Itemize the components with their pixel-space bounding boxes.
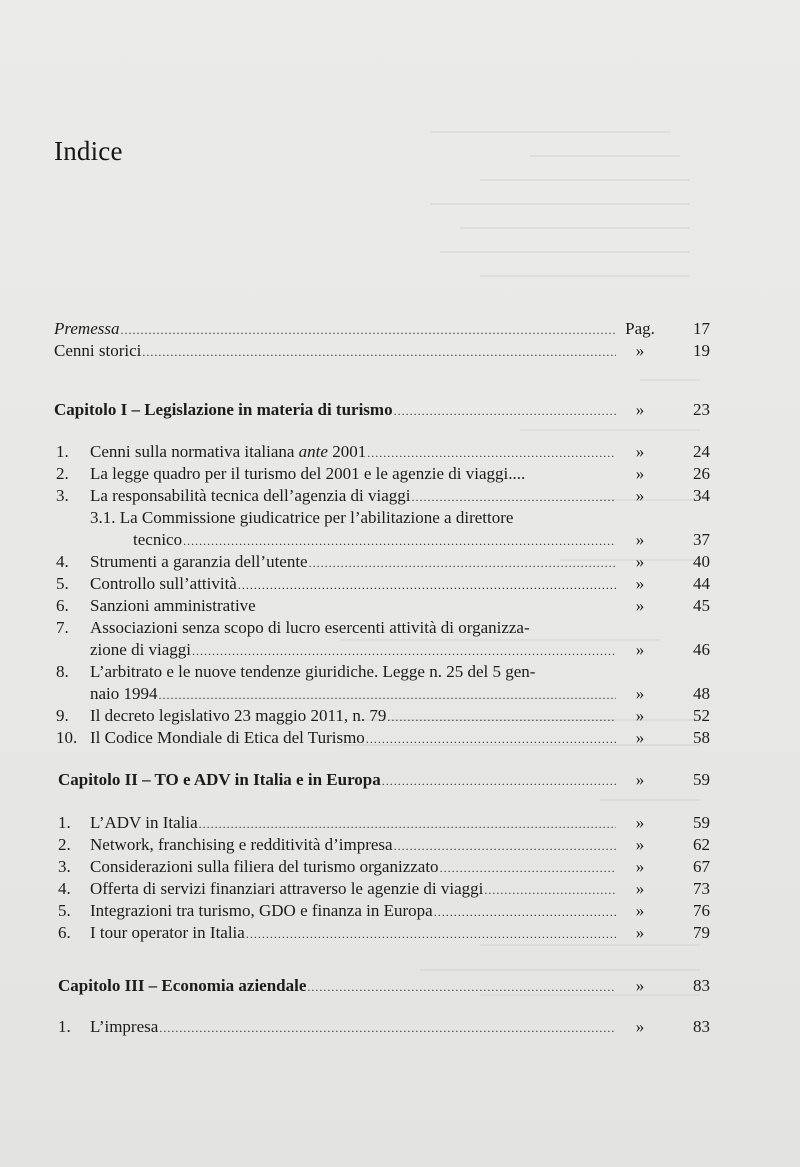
toc-entry-2-2[interactable] [54,834,710,856]
chapter-title: Capitolo I – Legislazione in materia di turismo [54,400,393,419]
toc-entry-2-1[interactable] [54,812,710,834]
toc-entry-label: L’ADV in Italia [90,813,198,832]
page-number: 62 [693,835,710,854]
page-number: 73 [693,879,710,898]
page-number: 48 [693,684,710,703]
toc-entry-label: Network, franchising e redditività d’impresa [90,835,393,854]
leader-dots [366,728,616,750]
page-marker: » [635,552,645,571]
leader-dots [434,901,616,923]
leader-dots [387,706,616,728]
page-marker: » [635,835,645,854]
toc-entry-label: Strumenti a garanzia dell’utente [90,552,308,571]
leader-dots [382,770,616,792]
section-number: 1. [56,442,69,461]
page-number: 37 [693,530,710,549]
toc-entry-2-5[interactable] [54,900,710,922]
page-marker: » [635,596,645,615]
toc-entry-1-9[interactable] [54,705,710,727]
toc-entry-3-1[interactable] [54,1016,710,1038]
toc-entry-1-3[interactable] [54,485,710,507]
chapter-title: Capitolo III – Economia aziendale [58,976,307,995]
toc-entry-premessa[interactable] [54,318,710,340]
toc-entry-1-6[interactable] [54,595,710,617]
page-number: 34 [693,486,710,505]
section-number: 10. [56,728,78,747]
toc-entry-1-2[interactable] [54,463,710,485]
toc-entry-1-7[interactable] [54,639,710,661]
leader-dots [159,1017,616,1039]
section-number: 6. [58,923,71,942]
page-marker: » [635,923,645,942]
toc-entry-1-1[interactable] [54,441,710,463]
page-marker: » [635,341,645,360]
page-marker: » [635,684,645,703]
toc-chapter-1[interactable] [54,399,710,421]
leader-dots [309,552,616,574]
toc-entry-2-6[interactable] [54,922,710,944]
leader-dots [440,857,616,879]
toc-entry-label: Offerta di servizi finanziari attraverso le agenzie di viaggi [90,879,484,898]
toc-entry-1-3-1[interactable] [54,529,710,551]
toc-entry-2-3[interactable] [54,856,710,878]
toc-entry-1-10[interactable] [54,727,710,749]
section-number: 7. [56,618,69,637]
page-marker: » [635,879,645,898]
page-number: 67 [693,857,710,876]
toc-entry-label: Cenni sulla normativa italiana ante 2001 [90,442,367,461]
toc-entry-label: Integrazioni tra turismo, GDO e finanza in Europa [90,901,433,920]
page-number: 40 [693,552,710,571]
toc-chapter-3[interactable] [54,975,710,997]
page-marker: » [635,901,645,920]
toc-entry-label: Considerazioni sulla filiera del turismo organizzato [90,857,439,876]
index-title: Indice [54,136,123,167]
toc-entry-label: L’impresa [90,1017,159,1036]
toc-entry-label: Sanzioni amministrative [90,596,256,615]
page-marker: » [635,1017,645,1036]
page-number: 59 [693,813,710,832]
page-marker: » [635,770,645,789]
toc-entry-label: La legge quadro per il turismo del 2001 e le agenzie di viaggi.... [90,464,526,483]
section-number: 6. [56,596,69,615]
page-number: 83 [693,1017,710,1036]
page-number: 23 [693,400,710,419]
page-number: 58 [693,728,710,747]
page-number: 76 [693,901,710,920]
page-marker: » [635,640,645,659]
toc-entry-cenni-storici[interactable] [54,340,710,362]
page-marker: » [635,813,645,832]
section-number: 8. [56,662,69,681]
toc-entry-label: Il Codice Mondiale di Etica del Turismo [90,728,365,747]
page-number: 52 [693,706,710,725]
page-marker: » [635,706,645,725]
toc-entry-label: Cenni storici [54,341,142,360]
page-number: 83 [693,976,710,995]
toc-chapter-2[interactable] [54,769,710,791]
toc-entry-label: La responsabilità tecnica dell’agenzia di viaggi [90,486,411,505]
leader-dots [484,879,616,901]
section-number: 5. [56,574,69,593]
leader-dots [394,400,616,422]
leader-dots [412,486,616,508]
leader-dots [307,976,616,998]
leader-dots [159,684,616,706]
section-number: 5. [58,901,71,920]
page-number: 44 [693,574,710,593]
toc-entry-label: Controllo sull’attività [90,574,237,593]
page-marker: » [635,857,645,876]
page-number: 59 [693,770,710,789]
section-number: 9. [56,706,69,725]
toc-entry-1-5[interactable] [54,573,710,595]
toc-entry-label: naio 1994 [90,684,158,703]
page-marker: » [635,400,645,419]
leader-dots [183,530,616,552]
page-marker: » [635,486,645,505]
page-number: 79 [693,923,710,942]
toc-entry-label: Premessa [54,319,120,338]
page-number: 17 [693,319,710,338]
page-marker: » [635,728,645,747]
section-number: 1. [58,813,71,832]
page-marker: » [635,976,645,995]
page-marker: » [635,574,645,593]
chapter-title: Capitolo II – TO e ADV in Italia e in Europa [58,770,381,789]
toc-entry-label: Il decreto legislativo 23 maggio 2011, n. 79 [90,706,387,725]
toc-entry-2-4[interactable] [54,878,710,900]
page-marker: » [635,464,645,483]
section-number: 3. [58,857,71,876]
page-number: 45 [693,596,710,615]
page-marker: » [635,530,645,549]
toc-entry-label: I tour operator in Italia [90,923,245,942]
leader-dots [246,923,616,945]
section-number: 2. [58,835,71,854]
toc-entry-label: tecnico [133,530,183,549]
page-number: 46 [693,640,710,659]
page-marker: Pag. [625,319,655,338]
section-number: 4. [58,879,71,898]
section-number: 4. [56,552,69,571]
leader-dots [367,442,616,464]
page-number: 24 [693,442,710,461]
leader-dots [394,835,616,857]
toc-entry-1-4[interactable] [54,551,710,573]
toc-entry-1-8[interactable] [54,683,710,705]
toc-entry-1-3-1-line1: 3.1. La Commissione giudicatrice per l’abilitazione a direttore [90,508,514,527]
section-number: 2. [56,464,69,483]
section-number: 1. [58,1017,71,1036]
leader-dots [238,574,616,596]
leader-dots [199,813,616,835]
page-marker: » [635,442,645,461]
book-page: Indice Premessa ..... Pag. 17 Cenni storici ..... » 19 Capitolo I – Legislazione in materia di turismo ..... » 23 1. Cenni sulla normativa italiana ante 2001 ..... » 24 2. La legge quadro per il turismo del 2001 e le agenzie di viaggi.... » 26 3. La responsabilità tecnica dell’agenzia di viaggi ..... » 34 3.1. La Commissione giudicatrice per l’abilitazione a direttore tecnico ..... » 37 4. Strumenti a garanzia dell’utente ..... » 40 5. Controllo sull’attività ..... » 44 6. Sanzioni amministrative » 45 7. Associazioni senza scopo di lucro esercenti attività di organizza- zione di viaggi ..... » 46 8. L’arbitrato e le nuove tendenze giuridiche. Legge n. 25 del 5 gen- naio 1994 ..... » 48 9. Il decreto legislativo 23 maggio 2011, n. 79 ..... » 52 10. Il Codice Mondiale di Etica del Turismo ..... » 58 Capitolo II – TO e ADV in Italia e in Europa ..... » 59 1. L’ADV in Italia ..... » 59 2. Network, franchising e redditività d’impresa ..... » 62 3. Considerazioni sulla filiera del turismo organizzato ..... » 67 4. Offerta di servizi finanziari attraverso le agenzie di viaggi ..... » 73 5. Integrazioni tra turismo, GDO e finanza in Europa ..... » 76 6. I tour operator in Italia ..... » 79 Capitolo III – Economia aziendale ..... » 83 1. L’impresa ..... » 83 [0,0,800,1167]
page-number: 26 [693,464,710,483]
page-number: 19 [693,341,710,360]
leader-dots [142,341,616,363]
leader-dots [120,319,616,341]
toc-entry-label: zione di viaggi [90,640,192,659]
leader-dots [192,640,616,662]
section-number: 3. [56,486,69,505]
